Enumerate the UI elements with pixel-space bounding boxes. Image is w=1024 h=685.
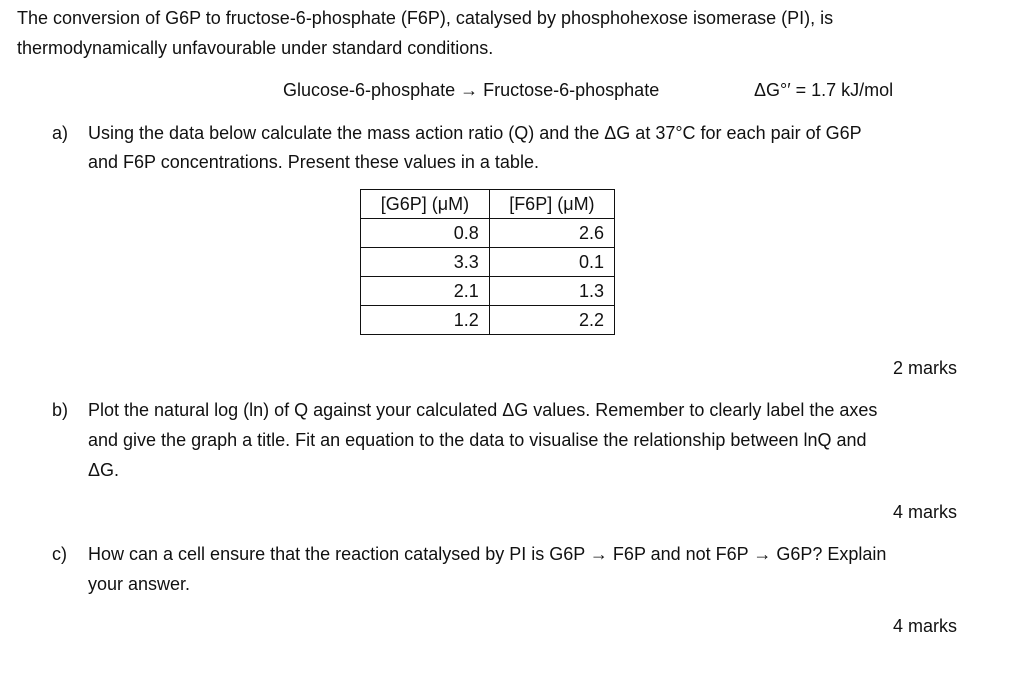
- question-a-line-2: and F6P concentrations. Present these values in a table.: [88, 152, 539, 172]
- intro-line-2: thermodynamically unfavourable under standard conditions.: [17, 38, 494, 58]
- table-cell-g6p: 1.2: [361, 306, 490, 335]
- question-a-line-1: Using the data below calculate the mass action ratio (Q) and the ΔG at 37°C for each pair of G6P: [88, 123, 862, 143]
- concentration-table: [360, 189, 615, 335]
- table-header-g6p: [G6P] (μM): [361, 190, 490, 219]
- question-c-label: c): [52, 544, 67, 564]
- table-cell-g6p: 2.1: [361, 277, 490, 306]
- question-c-marks: 4 marks: [892, 616, 957, 636]
- intro-line-1: The conversion of G6P to fructose-6-phosphate (F6P), catalysed by phosphohexose isomerase (PI), is: [17, 8, 834, 28]
- table-cell-f6p: 2.6: [489, 219, 614, 248]
- question-b-marks: 4 marks: [892, 502, 957, 522]
- table-row: [361, 306, 615, 335]
- table-row: [361, 277, 615, 306]
- question-c-line-1: How can a cell ensure that the reaction catalysed by PI is G6P → F6P and not F6P → G6P? Explain: [88, 544, 887, 564]
- table-cell-f6p: 2.2: [489, 306, 614, 335]
- table-cell-f6p: 1.3: [489, 277, 614, 306]
- table-header-f6p: [F6P] (μM): [489, 190, 614, 219]
- table-cell-g6p: 3.3: [361, 248, 490, 277]
- table-row: [361, 248, 615, 277]
- question-b-line-1: Plot the natural log (ln) of Q against your calculated ΔG values. Remember to clearly label the axes: [88, 400, 878, 420]
- reaction-equation: Glucose-6-phosphate → Fructose-6-phosphate: [283, 80, 660, 100]
- question-b-label: b): [52, 400, 69, 420]
- question-a-label: a): [52, 123, 69, 143]
- question-b-line-2: and give the graph a title. Fit an equation to the data to visualise the relationship between lnQ and: [88, 430, 867, 450]
- question-c-line-2: your answer.: [88, 574, 191, 594]
- question-a-marks: 2 marks: [892, 358, 957, 378]
- reaction-delta-g: ΔG°′ = 1.7 kJ/mol: [754, 80, 894, 100]
- table-row: [361, 219, 615, 248]
- table-header-row: [361, 190, 615, 219]
- table-cell-f6p: 0.1: [489, 248, 614, 277]
- question-b-line-3: ΔG.: [88, 460, 120, 480]
- table-cell-g6p: 0.8: [361, 219, 490, 248]
